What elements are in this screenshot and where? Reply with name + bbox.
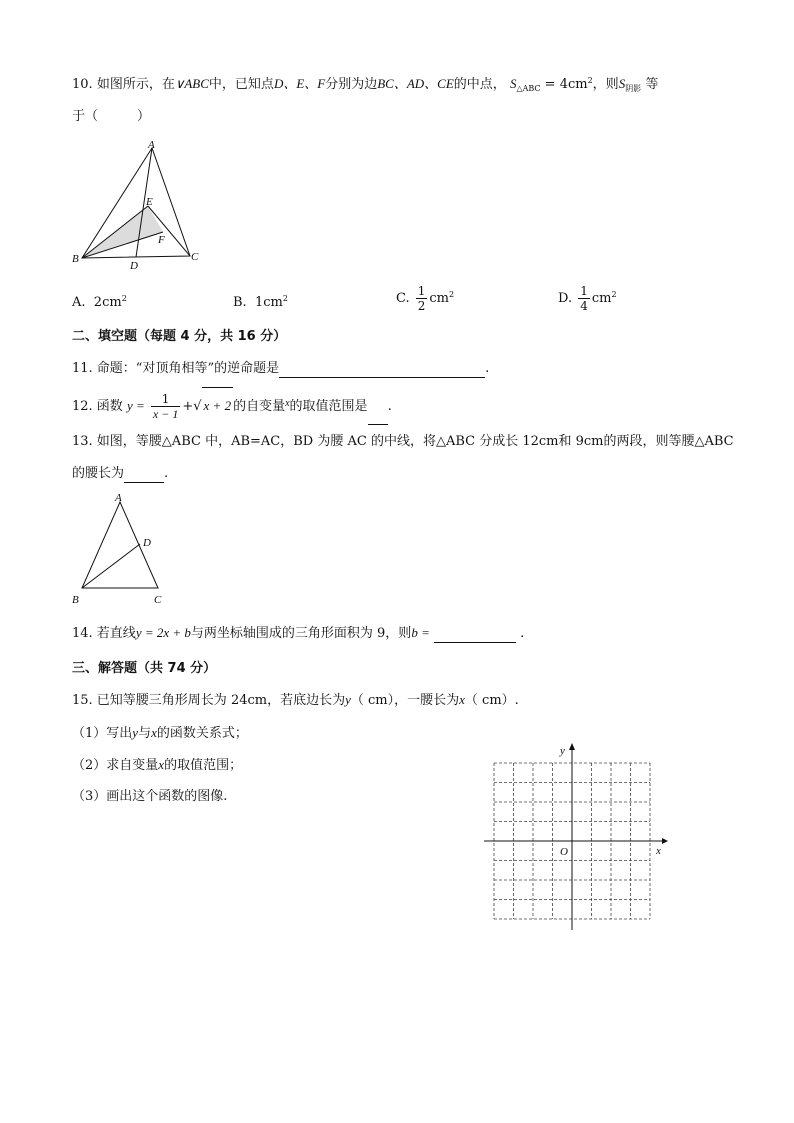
q15-stem: 15. 已知等腰三角形周长为 24cm，若底边长为y（ cm），一腰长为x（ cm）. [72,692,519,708]
y-axis-label: y [560,745,565,757]
x-axis-label: x [656,845,661,857]
label-f: F [158,234,165,246]
triangle-abc [82,148,190,258]
label-a: A [115,492,122,504]
q14: 14. 若直线y = 2x + b与两坐标轴围成的三角形面积为 9，则b = . [72,625,525,641]
option-c: C. $\frac{1}{2}$ $cm^2$ [396,284,455,313]
q15-part2: （2）求自变量x的取值范围； [72,757,243,773]
label-d: D [143,537,151,549]
label-b: B [72,594,79,606]
shaded-region [82,206,163,258]
x-axis-arrow [662,838,668,844]
q13-line1: 13. 如图，等腰△ABC 中，AB=AC，BD 为腰 AC 的中线，将△ABC 分成长 12cm和 9cm的两段，则等腰△ABC [72,434,734,449]
q10-line1: 10. 如图所示，在∨ABC中，已知点D、E、F分别为边BC、AD、CE的中点， $S_{\triangle ABC} = 4cm^2$，则$S_{阴影}$ 等 [72,76,659,93]
q13-triangle-figure [68,490,178,608]
label-c: C [191,251,199,263]
label-d: D [130,260,138,272]
q12: 12. 函数 y = $\frac{1}{x - 1}$ +√ x + 2 的自变量$^x$的取值范围是 . [72,386,392,425]
option-a: A. $2cm^2$ [72,294,127,310]
q10-line2: 于（ ） [72,109,151,124]
q11: 11. 命题：“对顶角相等”的逆命题是 . [72,361,490,376]
q15-part1: （1）写出y与x的函数关系式； [72,725,248,741]
q13-line2: 的腰长为 . [72,466,169,481]
option-b: B. $1cm^2$ [233,294,288,310]
origin-label: O [560,846,568,858]
segment-bd [82,544,140,588]
y-axis-arrow [569,743,575,750]
label-b: B [72,253,79,265]
label-c: C [154,594,162,606]
option-d: D. $\frac{1}{4}$ $cm^2$ [558,284,617,313]
label-e: E [146,196,153,208]
label-a: A [148,140,155,151]
q10-triangle-figure [70,140,205,272]
coordinate-grid [480,740,670,935]
q15-part3: （3）画出这个函数的图像. [72,789,228,804]
section-2-title: 二、填空题（每题 4 分，共 16 分） [72,329,287,344]
section-3-title: 三、解答题（共 74 分） [72,661,217,676]
